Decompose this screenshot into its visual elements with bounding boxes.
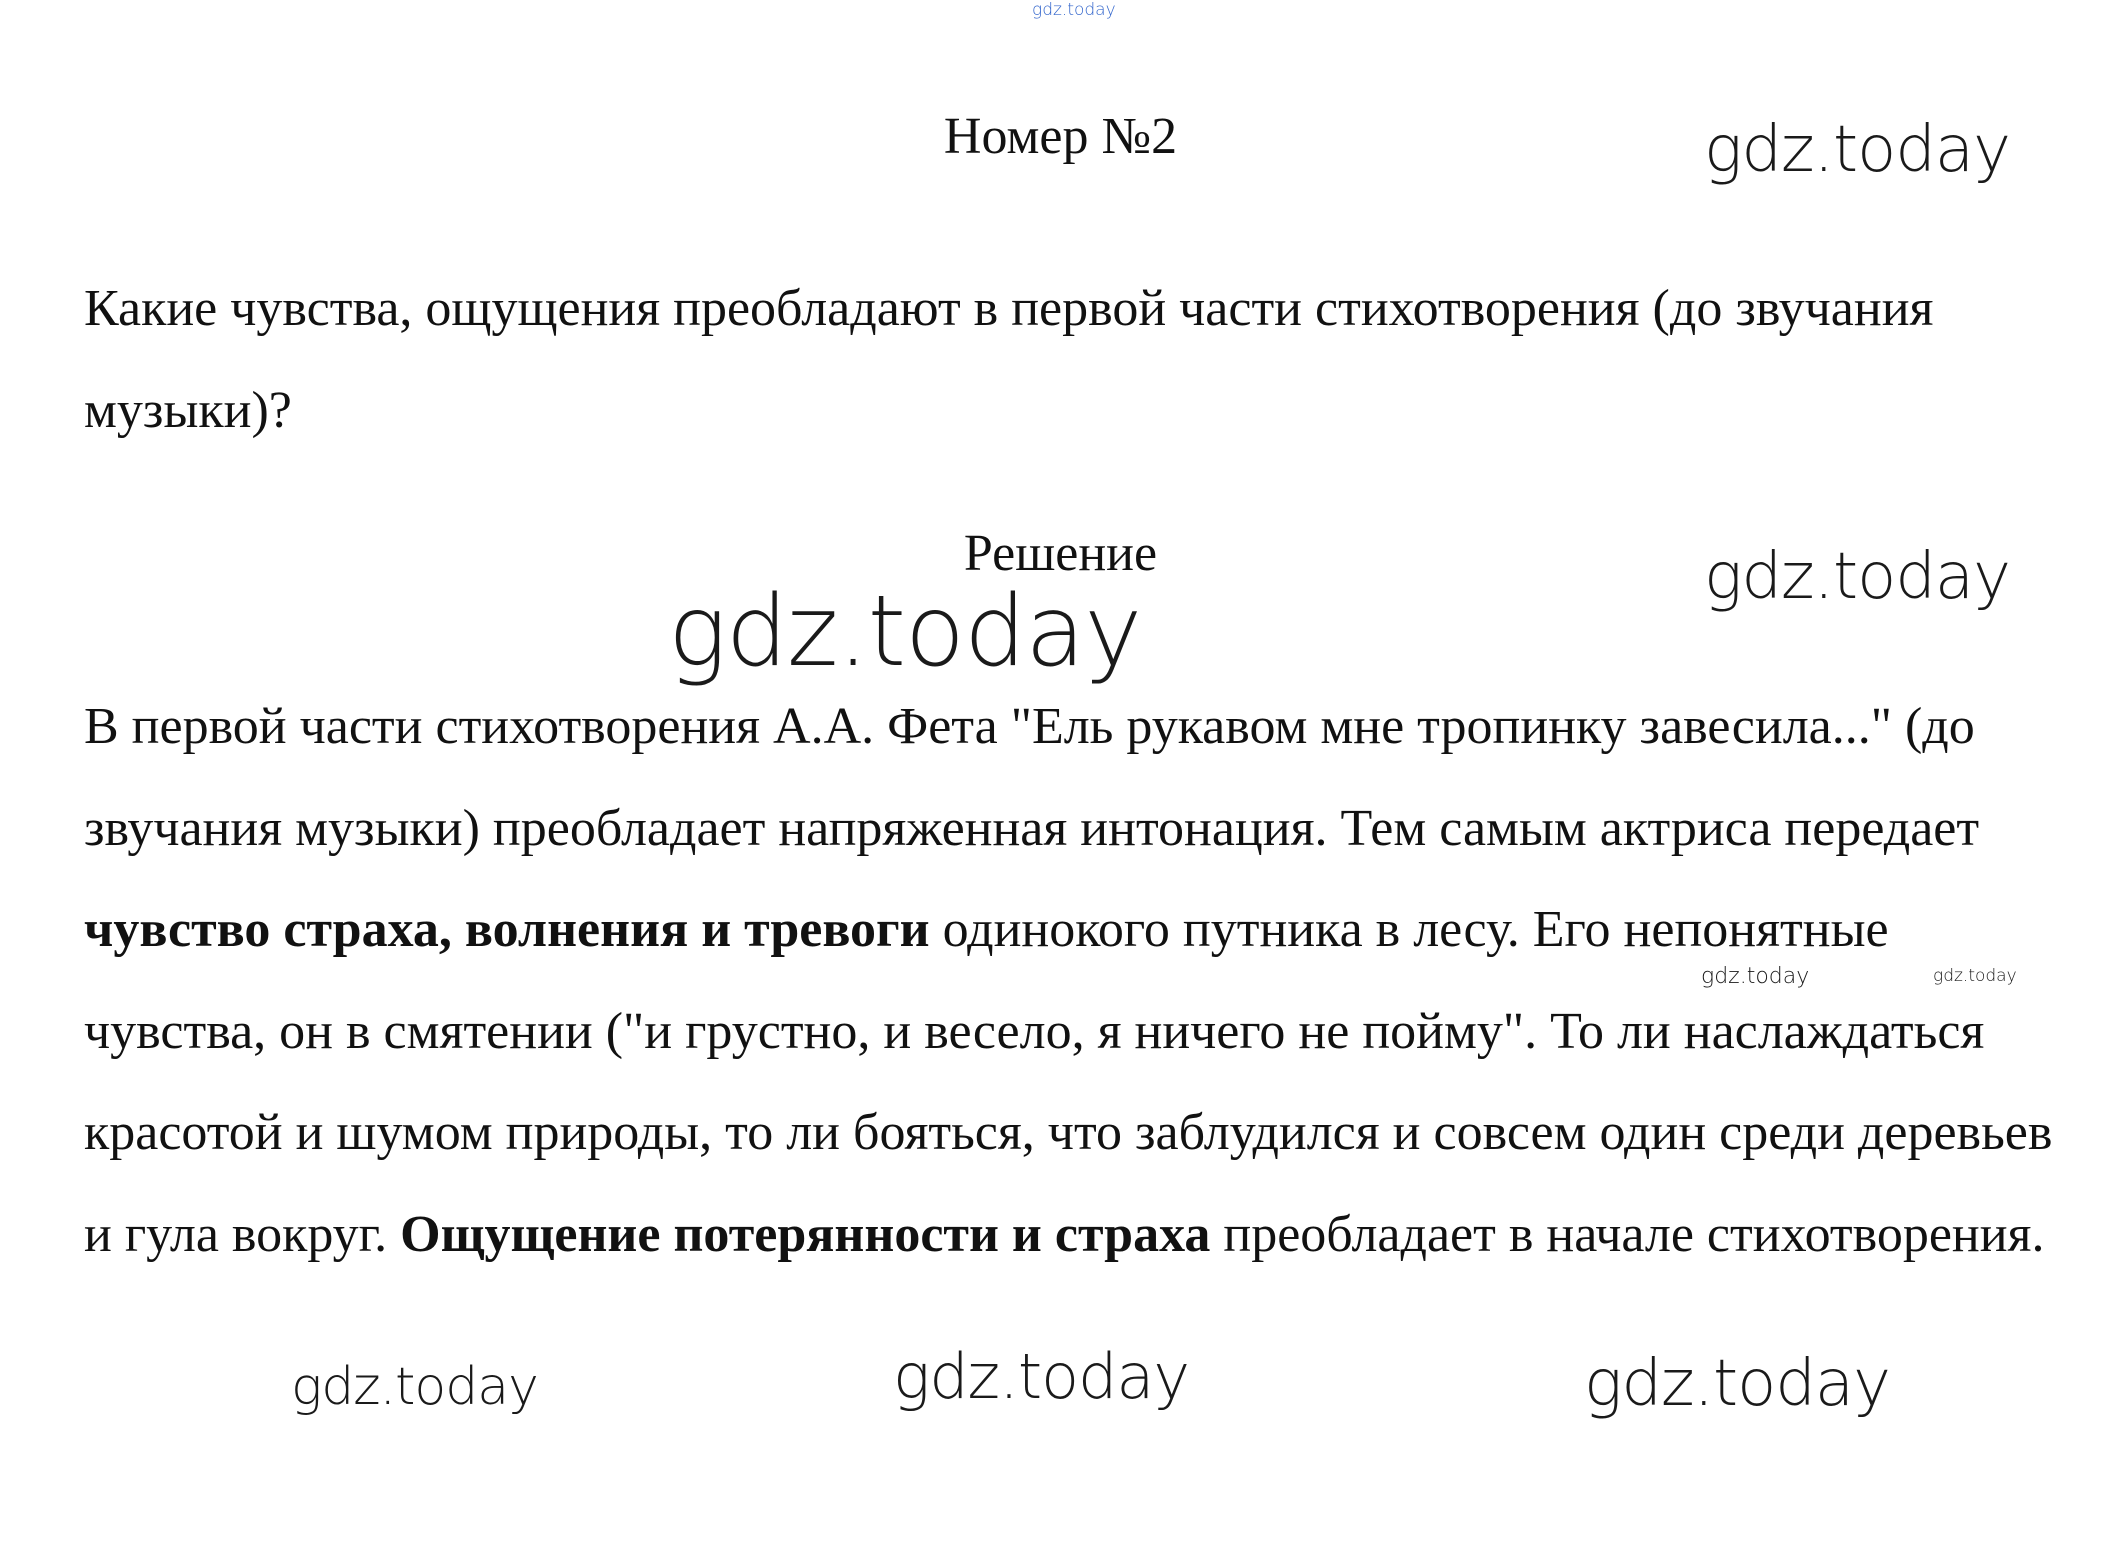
answer-bold-1: чувство страха, волнения и тревоги — [84, 901, 930, 958]
watermark-right-2: gdz.today — [1704, 540, 2010, 614]
page-title-text: Номер №2 — [943, 108, 1178, 165]
answer-part-2: одинокого путника в лесу. Его непонятные чувства, он в смятении ("и грустно, и весело, я ничего не пойму". То ли наслаждаться красотой и шумом природы, то ли бояться, что заблудился и совсем один среди деревьев и гула вокруг. — [84, 901, 2053, 1263]
answer-part-1: В первой части стихотворения А.А. Фета "Ель рукавом мне тропинку завесила..." (до звучания музыки) преобладает напряженная интонация. Тем самым актриса передает — [84, 698, 1980, 857]
solution-heading: Решение — [963, 525, 1158, 582]
answer-bold-2: Ощущение потерянности и страха — [400, 1205, 1211, 1263]
watermark-bottom-3: gdz.today — [1584, 1347, 1890, 1421]
watermark-bottom-2: gdz.today — [893, 1340, 1190, 1413]
watermark-top: gdz.today — [1032, 0, 1116, 20]
watermark-center-big: gdz.today — [668, 575, 1142, 689]
answer-part-3: преобладает в начале стихотворения. — [1210, 1205, 2045, 1263]
question-text: Какие чувства, ощущения преобладают в первой части стихотворения (до звучания музыки)? — [84, 280, 1934, 439]
watermark-small-1: gdz.today — [1701, 964, 1810, 989]
watermark-bottom-1: gdz.today — [291, 1357, 538, 1417]
watermark-right-1: gdz.today — [1704, 113, 2010, 187]
watermark-small-2: gdz.today — [1933, 966, 2017, 986]
